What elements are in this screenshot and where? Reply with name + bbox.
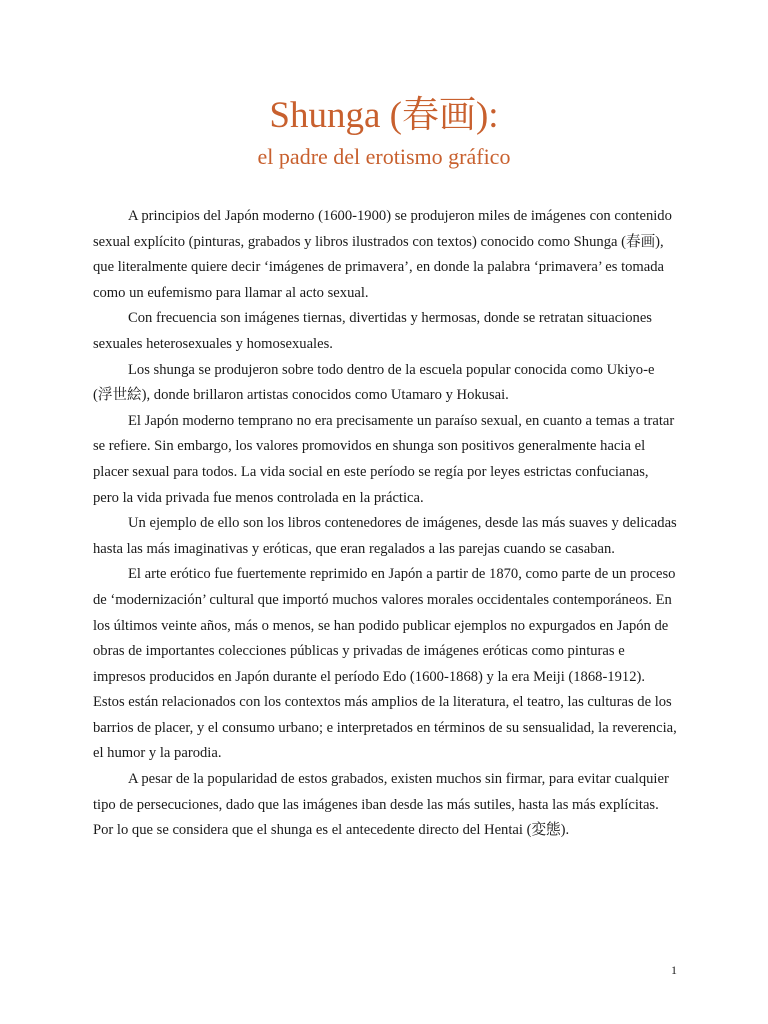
paragraph: Con frecuencia son imágenes tiernas, divertidas y hermosas, donde se retratan situaciones sexuales heterosexuales y homosexuales.: [93, 310, 652, 352]
paragraph: El Japón moderno temprano no era precisamente un paraíso sexual, en cuanto a temas a tratar se refiere. Sin embargo, los valores promovidos en shunga son positivos generalmente hacia el placer sexual para todos. La vida social en este período se regía por leyes estrictas confucianas, pero la vida privada fue menos controlada en la práctica.: [93, 412, 675, 506]
body-text: [93, 204, 677, 844]
page-number: 1: [671, 963, 677, 977]
paragraph: Los shunga se produjeron sobre todo dentro de la escuela popular conocida como Ukiyo-e (浮世絵), donde brillaron artistas conocidos como Utamaro y Hokusai.: [93, 361, 655, 404]
paragraph: A principios del Japón moderno (1600-1900) se produjeron miles de imágenes con contenido sexual explícito (pinturas, grabados y libros ilustrados con textos) conocido como Shunga (春画), que literalmente quiere decir ‘imágenes de primavera’, en donde la palabra ‘primavera’ es tomada como un eufemismo para llamar al acto sexual.: [93, 208, 672, 301]
paragraph: A pesar de la popularidad de estos grabados, existen muchos sin firmar, para evitar cualquier tipo de persecuciones, dado que las imágenes iban desde las más sutiles, hasta las más explícitas. Por lo que se considera que el shunga es el antecedente directo del Hentai (変態).: [93, 771, 669, 839]
paragraph: El arte erótico fue fuertemente reprimido en Japón a partir de 1870, como parte de un proceso de ‘modernización’ cultural que importó muchos valores morales occidentales contemporáneos. En los últimos veinte años, más o menos, se han podido publicar ejemplos no expurgados en Japón de obras de importantes colecciones públicas y privadas de imágenes eróticas como pinturas e impresos producidos en Japón durante el período Edo (1600-1868) y la era Meiji (1868-1912). Estos están relacionados con los contextos más amplios de la literatura, el teatro, las culturas de los barrios de placer, y el consumo urbano; e interpretados en términos de su sensualidad, la reverencia, el humor y la parodia.: [93, 566, 677, 762]
page-title: Shunga (春画):: [269, 95, 499, 136]
page-subtitle: el padre del erotismo gráfico: [257, 144, 511, 169]
paragraph: Un ejemplo de ello son los libros contenedores de imágenes, desde las más suaves y delicadas hasta las más imaginativas y eróticas, que eran regalados a las parejas cuando se casaban.: [93, 515, 677, 557]
